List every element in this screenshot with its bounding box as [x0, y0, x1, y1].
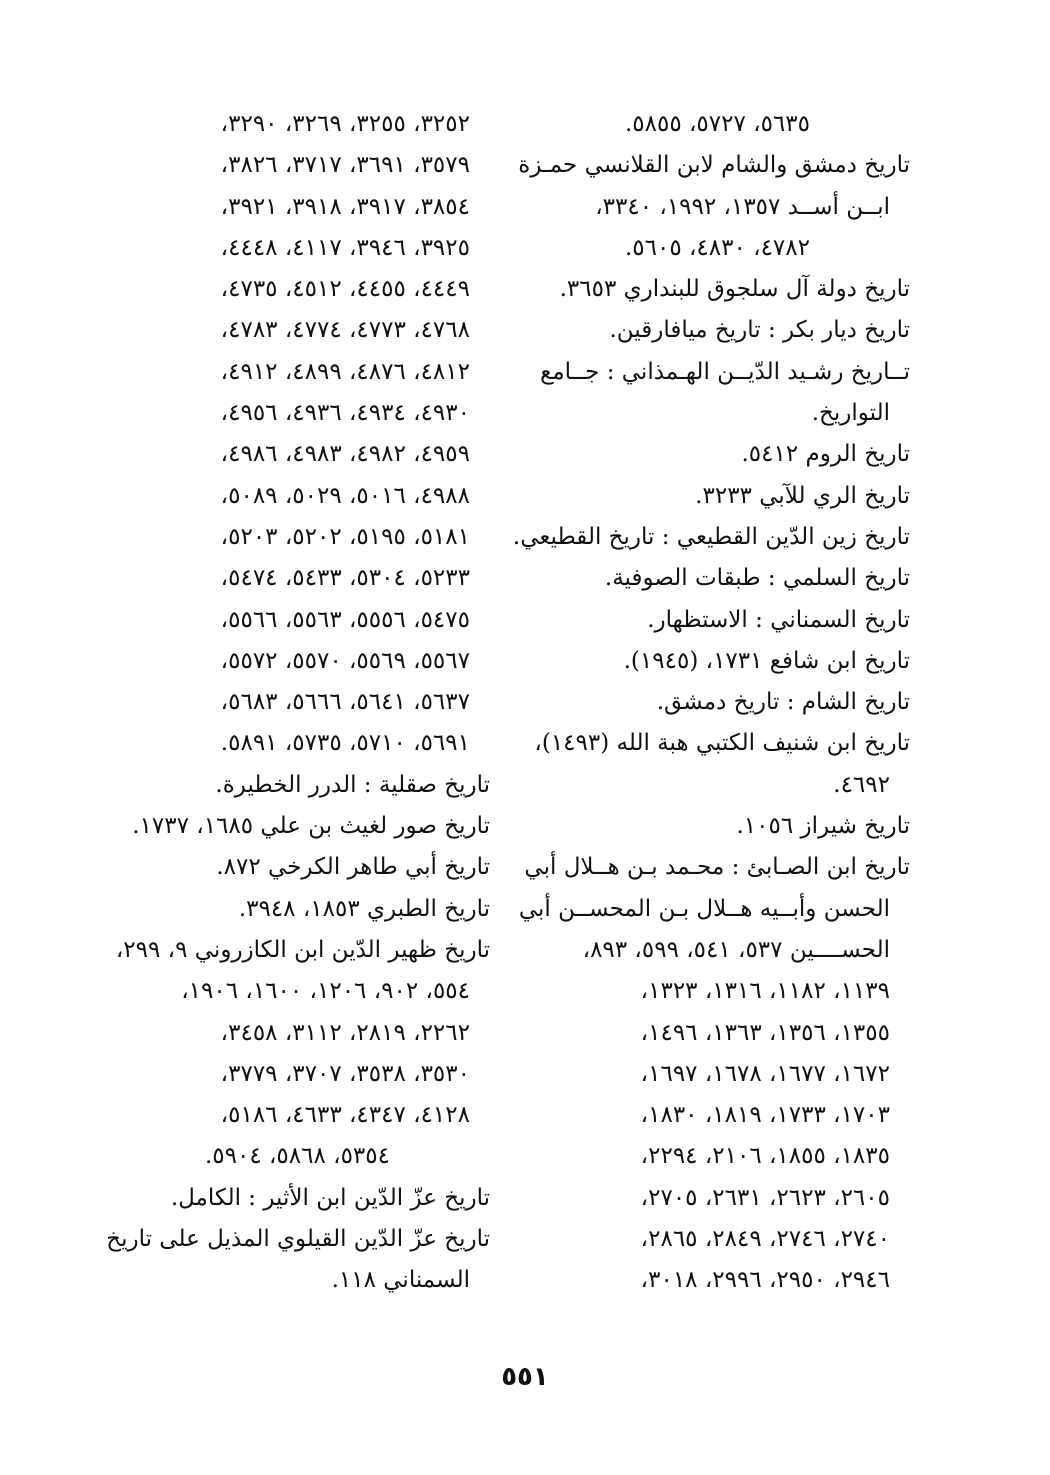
index-line: ٣٥٧٩، ٣٦٩١، ٣٧١٧، ٣٨٢٦،: [220, 152, 470, 179]
index-line: ٥٦٩١، ٥٧١٠، ٥٧٣٥، ٥٨٩١.: [220, 730, 470, 757]
index-entry: تاريخ السلمي : طبقات الصوفية.: [604, 565, 910, 592]
index-line: ٤٩٨٨، ٥٠١٦، ٥٠٢٩، ٥٠٨٩،: [220, 482, 470, 509]
index-entry: تاريخ ابن شافع ١٧٣١، (١٩٤٥).: [623, 647, 910, 674]
index-line: ٢٧٤٠، ٢٧٤٦، ٢٨٤٩، ٢٨٦٥،: [640, 1226, 890, 1253]
index-entry: تاريخ عزّ الدّين القيلوي المذيل على تاريخ: [106, 1226, 490, 1253]
index-entry: تاريخ ظهير الدّين ابن الكازروني ٩، ٢٩٩،: [115, 936, 490, 963]
index-line: ٣٩٢٥، ٣٩٤٦، ٤١١٧، ٤٤٤٨،: [220, 234, 470, 261]
index-line: ٣٥٣٠، ٣٥٣٨، ٣٧٠٧، ٣٧٧٩،: [220, 1060, 470, 1087]
index-line: ٤٦٩٢.: [833, 771, 890, 798]
index-line: ٤٧٨٢، ٤٨٣٠، ٥٦٠٥.: [624, 234, 810, 261]
index-line: ٣٨٥٤، ٣٩١٧، ٣٩١٨، ٣٩٢١،: [220, 193, 470, 220]
index-line: ابــن أســد ١٣٥٧، ١٩٩٢، ٣٣٤٠،: [595, 193, 890, 220]
index-line: ٣٢٥٢، ٣٢٥٥، ٣٢٦٩، ٣٢٩٠،: [220, 111, 470, 137]
index-line: ٤٩٣٠، ٤٩٣٤، ٤٩٣٦، ٤٩٥٦،: [220, 400, 470, 427]
index-line: ٥٢٣٣، ٥٣٠٤، ٥٤٣٣، ٥٤٧٤،: [220, 565, 470, 592]
index-entry: تاريخ صور لغيث بن علي ١٦٨٥، ١٧٣٧.: [132, 813, 490, 840]
index-line: ٤٤٤٩، ٤٤٥٥، ٤٥١٢، ٤٧٣٥،: [220, 276, 470, 303]
index-line: ١٧٠٣، ١٧٣٣، ١٨١٩، ١٨٣٠،: [640, 1102, 890, 1129]
index-line: ٥٣٥٤، ٥٨٦٨، ٥٩٠٤.: [204, 1143, 390, 1170]
index-line: ٢٢٦٢، ٢٨١٩، ٣١١٢، ٣٤٥٨،: [220, 1019, 470, 1046]
index-entry: تاريخ الشام : تاريخ دمشق.: [656, 689, 910, 716]
index-line: السمناني ١١٨.: [331, 1267, 470, 1294]
index-line: ٥٦٣٥، ٥٧٢٧، ٥٨٥٥.: [624, 111, 810, 137]
index-entry: تاريخ شيراز ١٠٥٦.: [736, 813, 910, 840]
index-line: ٥٤٧٥، ٥٥٥٦، ٥٥٦٣، ٥٥٦٦،: [220, 606, 470, 633]
index-entry: تاريخ ديار بكر : تاريخ ميافارقين.: [609, 317, 910, 344]
index-line: التواريخ.: [811, 400, 890, 427]
index-line: ٥٥٤، ٩٠٢، ١٢٠٦، ١٦٠٠، ١٩٠٦،: [181, 978, 470, 1005]
index-entry: تاريخ دمشق والشام لابن القلانسي حمـزة: [518, 152, 910, 179]
index-line: ٥٥٦٧، ٥٥٦٩، ٥٥٧٠، ٥٥٧٢،: [220, 647, 470, 674]
index-entry: تاريخ الروم ٥٤١٢.: [741, 441, 910, 468]
index-line: ٥٦٣٧، ٥٦٤١، ٥٦٦٦، ٥٦٨٣،: [220, 689, 470, 716]
index-entry: تاريخ الطبري ١٨٥٣، ٣٩٤٨.: [238, 895, 490, 922]
index-line: ٤٨١٢، ٤٨٧٦، ٤٨٩٩، ٤٩١٢،: [220, 358, 470, 385]
index-line: الحســــين ٥٣٧، ٥٤١، ٥٩٩، ٨٩٣،: [582, 936, 890, 963]
index-entry: تاريخ ابن الصـابئ : محـمد بـن هــلال أبي: [524, 854, 910, 881]
index-line: ١٦٧٢، ١٦٧٧، ١٦٧٨، ١٦٩٧،: [640, 1060, 890, 1087]
index-line: ٢٩٤٦، ٢٩٥٠، ٢٩٩٦، ٣٠١٨،: [640, 1267, 890, 1294]
index-line: ٤٧٦٨، ٤٧٧٣، ٤٧٧٤، ٤٧٨٣،: [220, 317, 470, 344]
index-entry: تاريخ عزّ الدّين ابن الأثير : الكامل.: [170, 1184, 490, 1211]
index-column-left: [95, 104, 490, 1302]
index-entry: تاريخ أبي طاهر الكرخي ٨٧٢.: [216, 854, 490, 881]
index-column-right: [510, 104, 910, 1302]
index-entry: تاريخ دولة آل سلجوق للبنداري ٣٦٥٣.: [559, 276, 910, 303]
index-entry: تاريخ زين الدّين القطيعي : تاريخ القطيعي.: [512, 523, 910, 550]
index-line: ٥١٨١، ٥١٩٥، ٥٢٠٢، ٥٢٠٣،: [220, 523, 470, 550]
index-line: ٤١٢٨، ٤٣٤٧، ٤٦٣٣، ٥١٨٦،: [220, 1102, 470, 1129]
page-number: ٥٥١: [501, 1362, 549, 1392]
index-entry: تاريخ صقلية : الدرر الخطيرة.: [215, 771, 490, 798]
index-line: ١٣٥٥، ١٣٥٦، ١٣٦٣، ١٤٩٦،: [640, 1019, 890, 1046]
index-entry: تــاريخ رشـيد الدّيــن الهـمذاني : جــامع: [540, 358, 910, 385]
index-line: ٤٩٥٩، ٤٩٨٢، ٤٩٨٣، ٤٩٨٦،: [220, 441, 470, 468]
index-line: ١١٣٩، ١١٨٢، ١٣١٦، ١٣٢٣،: [640, 978, 890, 1005]
index-entry: تاريخ السمناني : الاستظهار.: [647, 606, 910, 633]
index-line: ١٨٣٥، ١٨٥٥، ٢١٠٦، ٢٢٩٤،: [640, 1143, 890, 1170]
index-entry: تاريخ ابن شنيف الكتبي هبة الله (١٤٩٣)،: [534, 730, 910, 757]
index-line: الحسن وأبــيه هــلال بـن المحســن أبي: [518, 895, 890, 922]
index-line: ٢٦٠٥، ٢٦٢٣، ٢٦٣١، ٢٧٠٥،: [640, 1184, 890, 1211]
index-entry: تاريخ الري للآبي ٣٢٣٣.: [695, 482, 910, 509]
